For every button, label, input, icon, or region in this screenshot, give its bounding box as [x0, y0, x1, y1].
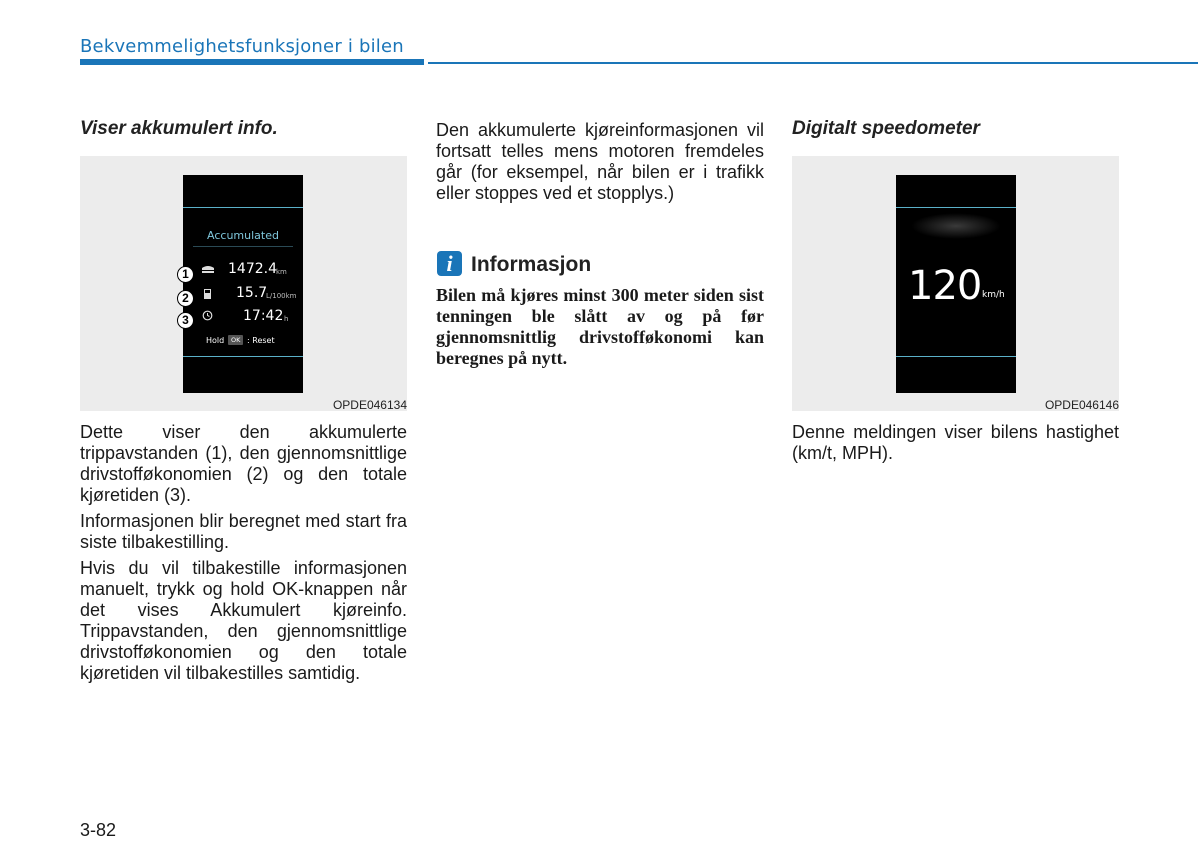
- callout-badge-3: 3: [177, 312, 194, 329]
- info-text: Bilen må kjøres minst 300 meter siden sist tenningen ble slått av og på før gjennomsnittlig drivstofføkonomi kan beregnes på nytt.: [436, 285, 764, 368]
- figure-code: OPDE046146: [1044, 398, 1119, 412]
- drive-time-unit: h: [284, 315, 289, 323]
- paragraph: Informasjonen blir beregnet med start fra siste tilbakestilling.: [80, 511, 407, 552]
- screen-divider-bottom: [896, 356, 1016, 357]
- drive-time-value: 17:42: [243, 308, 284, 324]
- paragraph: Hvis du vil tilbakestille informasjonen manuelt, trykk og hold OK-knappen når det vises Akkumulert kjøreinfo. Trippavstanden, den gjennomsnittlige drivstofføkonomien og den totale kjøretiden vil tilbakestilles samtidig.: [80, 558, 407, 683]
- cluster-screen-speed: [896, 175, 1016, 393]
- paragraph: Dette viser den akkumulerte trippavstanden (1), den gjennomsnittlige drivstofføkonomien (2) og den totale kjøretiden (3).: [80, 422, 407, 505]
- screen-divider-bottom: [183, 356, 303, 357]
- accumulated-description: [80, 422, 407, 689]
- fuel-pump-icon: [203, 288, 213, 300]
- reset-label: : Reset: [247, 336, 275, 345]
- cluster-screen-accumulated: [183, 175, 303, 393]
- road-icon: [200, 264, 216, 276]
- callout-badge-1: 1: [177, 266, 194, 283]
- header-rule-thin: [428, 62, 1198, 64]
- page-number: 3-82: [80, 820, 117, 840]
- speed-unit: km/h: [982, 290, 1005, 300]
- speedometer-description: [792, 422, 1119, 469]
- screen-divider-top: [183, 207, 303, 208]
- info-title: Informasjon: [471, 253, 592, 276]
- paragraph: Den akkumulerte kjøreinformasjonen vil fortsatt telles mens motoren fremdeles går (for eksempel, når bilen er i trafikk eller stoppes ved et stopplys.): [436, 120, 764, 203]
- chapter-title: Bekvemmelighetsfunksjoner i bilen: [80, 36, 404, 57]
- header-rule-thick: [80, 59, 424, 65]
- paragraph: Denne meldingen viser bilens hastighet (km/t, MPH).: [792, 422, 1119, 463]
- section-heading-accumulated: Viser akkumulert info.: [80, 118, 278, 139]
- ok-key: OK: [228, 335, 243, 345]
- trip-distance-value: 1472.4: [228, 261, 277, 277]
- info-icon: i: [437, 251, 462, 276]
- screen-title-underline: [193, 246, 293, 247]
- speed-value: 120: [908, 263, 982, 309]
- callout-badge-2: 2: [177, 290, 194, 307]
- screen-glow: [911, 213, 1001, 239]
- continued-paragraph: [436, 120, 764, 209]
- hold-label: Hold: [206, 336, 225, 345]
- figure-accumulated: [80, 156, 407, 411]
- fuel-economy-value: 15.7: [236, 285, 268, 301]
- figure-speedometer: [792, 156, 1119, 411]
- figure-code: OPDE046134: [332, 398, 407, 412]
- trip-distance-unit: km: [276, 268, 287, 276]
- screen-title: Accumulated: [207, 229, 279, 242]
- section-heading-speedometer: Digitalt speedometer: [792, 118, 980, 139]
- fuel-economy-unit: L/100km: [266, 292, 297, 300]
- clock-icon: [202, 310, 213, 321]
- screen-divider-top: [896, 207, 1016, 208]
